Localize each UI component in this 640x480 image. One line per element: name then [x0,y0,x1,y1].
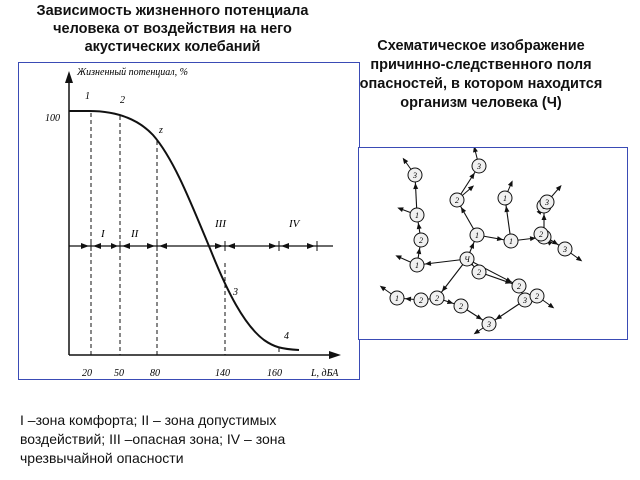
hazard-node-label: 2 [477,268,481,277]
point-label-3: 3 [233,287,238,298]
y-tick-100: 100 [45,113,60,124]
hazard-node-label: 2 [455,196,459,205]
hazard-node-label: 3 [487,320,491,329]
hazard-node-label: 2 [535,292,539,301]
network-link [417,259,467,265]
zone-label-iii: III [215,218,226,230]
network-link-arrow [552,239,558,244]
point-label-1: 1 [85,91,90,102]
chart-title: Зависимость жизненного потенциала человека от воздействия на него акустических колебаний [36,3,309,55]
network-title: Схематическое изображение причинно-следственного поля опасностей, в котором находится организм человека (Ч) [359,38,603,111]
dashed-guides [91,113,279,355]
point-label-4: 4 [284,331,289,342]
network-link-arrow [476,314,482,319]
hazard-field-diagram [358,147,628,340]
hazard-node-label: 1 [509,237,513,246]
hazard-node-label: 2 [419,296,423,305]
hazard-node-label: 1 [415,211,419,220]
hazard-node-label: 1 [475,231,479,240]
x-tick-140: 140 [215,368,230,379]
network-link-arrow [504,206,509,212]
external-influence-arrow [473,148,478,153]
x-tick-20: 20 [82,368,92,379]
external-influence-arrow [380,286,386,292]
zone-legend-caption: I –зона комфорта; II – зона допустимых воздействий; III –опасная зона; IV – зона чрезвычайной опасности [20,412,286,466]
y-axis-arrow [65,71,73,83]
hazard-node-label: 2 [435,294,439,303]
zone-label-ii: II [131,228,139,240]
hazard-node-label: 1 [395,294,399,303]
hazard-node-label: 1 [415,261,419,270]
center-node-human-label: Ч [464,255,470,264]
network-link-arrow [542,214,547,220]
hazard-node-label: 3 [413,171,417,180]
y-axis-label: Жизненный потенциал, % [77,67,188,78]
external-influence-arrow [508,180,513,186]
hazard-node-label: 1 [503,194,507,203]
external-influence-arrow [403,158,409,164]
x-tick-50: 50 [114,368,124,379]
hazard-node-label: 2 [419,236,423,245]
x-tick-160: 160 [267,368,282,379]
zone-label-iv: IV [289,218,300,230]
network-link-arrow [417,223,422,229]
x-tick-80: 80 [150,368,160,379]
network-link-arrow [447,299,453,304]
point-label-2: 2 [120,95,125,106]
zone-label-i: I [101,228,105,240]
hazard-node-label: 2 [517,282,521,291]
x-axis-label: L, дБА [311,368,339,379]
network-link-arrow [496,314,502,319]
x-axis-arrow [329,351,341,359]
network-link-arrow [469,242,474,249]
external-influence-arrow [576,256,582,262]
hazard-node-label: 3 [563,245,567,254]
external-influence-arrow [397,207,403,212]
network-link-arrow [416,248,421,254]
hazard-node-label: 3 [523,296,527,305]
hazard-node-label: 3 [477,162,481,171]
external-influence-arrow [474,329,480,334]
hazard-node-label: 2 [539,230,543,239]
network-link-arrow [469,173,474,179]
hazard-node-label: 2 [459,302,463,311]
network-link-arrow [497,236,503,241]
network-link-arrow [413,183,418,189]
point-label-z: z [159,125,163,136]
network-link-arrow [425,261,431,266]
external-influence-arrow [548,303,554,309]
life-potential-chart [18,62,360,380]
hazard-node-label: 3 [545,198,549,207]
